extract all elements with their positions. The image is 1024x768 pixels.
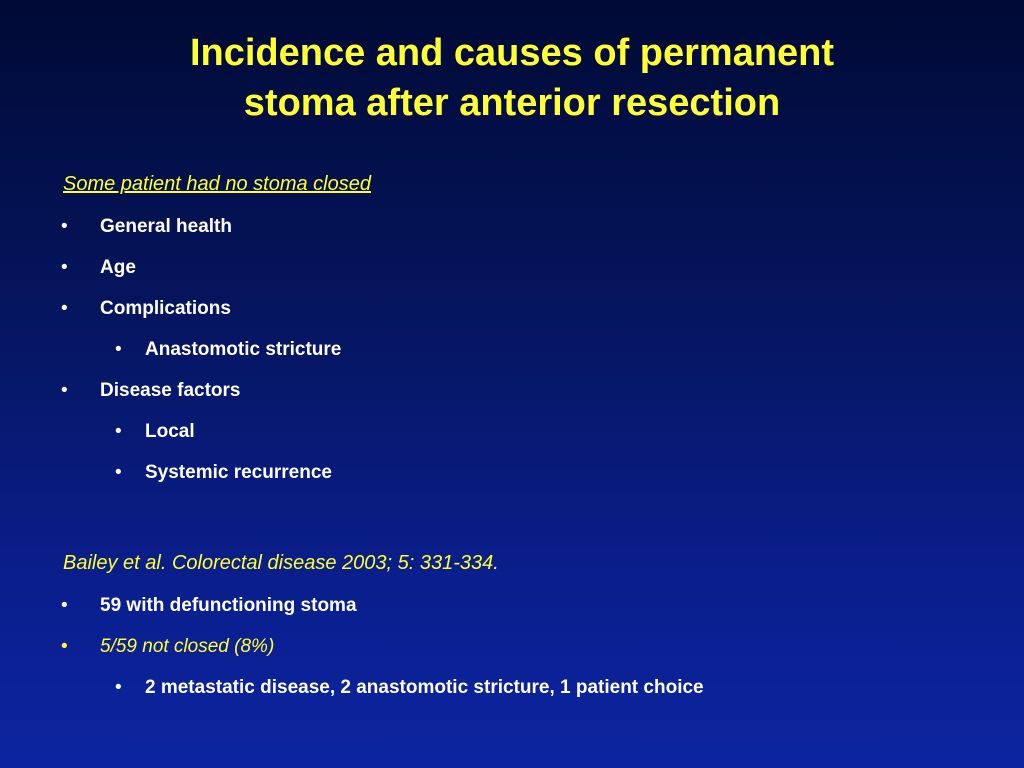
bullet-text: Local xyxy=(145,421,195,442)
bullet-text: Complications xyxy=(100,298,231,319)
bullet-text: Anastomotic stricture xyxy=(145,339,342,360)
slide-title-line-1: Incidence and causes of permanent xyxy=(189,32,835,74)
bullet-text: Disease factors xyxy=(100,380,241,401)
section-heading-no-stoma-closed: Some patient had no stoma closed xyxy=(63,173,371,195)
section-heading-bailey-citation: Bailey et al. Colorectal disease 2003; 5: 331-334. xyxy=(63,552,499,574)
bullet-marker: • xyxy=(61,257,68,278)
bullet-marker: • xyxy=(61,595,68,616)
bullet-text: Systemic recurrence xyxy=(145,462,332,483)
slide-title xyxy=(60,28,964,128)
bullet-text: 5/59 not closed (8%) xyxy=(100,636,275,657)
bullet-text: 2 metastatic disease, 2 anastomotic stricture, 1 patient choice xyxy=(145,677,704,698)
slide-title-line-2: stoma after anterior resection xyxy=(243,82,781,124)
bullet-marker: • xyxy=(115,421,122,442)
bullet-marker: • xyxy=(61,298,68,319)
bullet-text: Age xyxy=(100,257,136,278)
bullet-text: 59 with defunctioning stoma xyxy=(100,595,357,616)
bullet-marker: • xyxy=(115,677,122,698)
bullet-marker: • xyxy=(61,636,68,657)
bullet-marker: • xyxy=(115,462,122,483)
bullet-marker: • xyxy=(115,339,122,360)
bullet-marker: • xyxy=(61,216,68,237)
bullet-text: General health xyxy=(100,216,232,237)
bullet-marker: • xyxy=(61,380,68,401)
